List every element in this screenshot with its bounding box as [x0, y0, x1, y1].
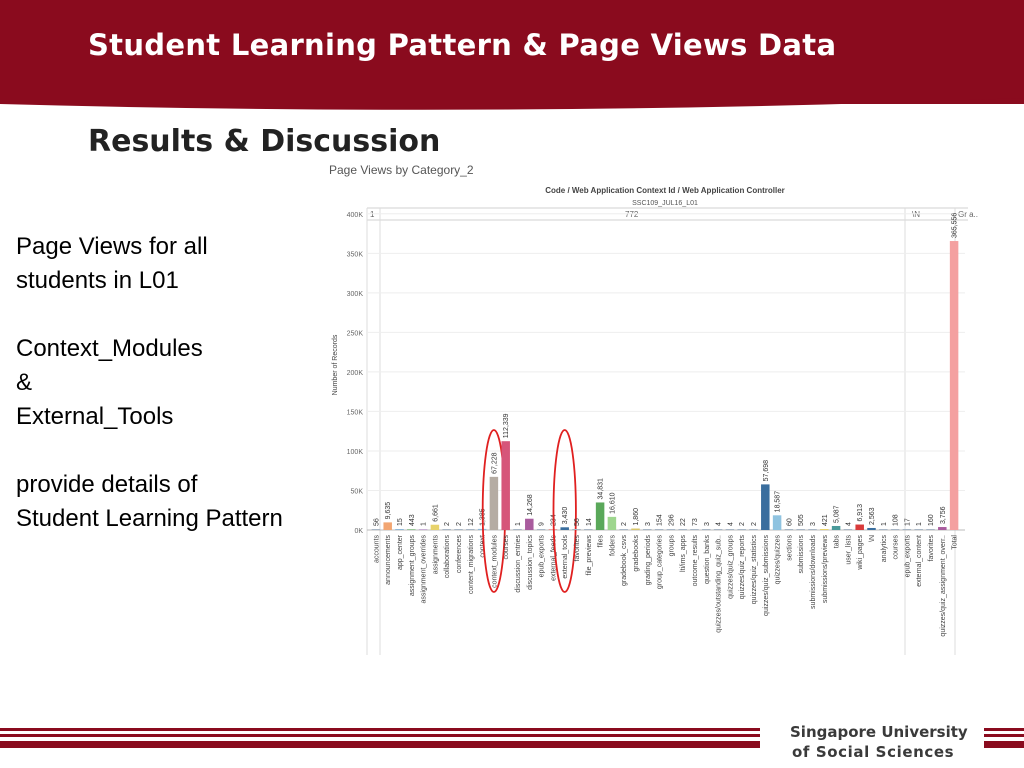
side-text-line: Page Views for all: [16, 233, 208, 260]
side-text-line: provide details of: [16, 471, 198, 498]
x-tick-label: groups: [668, 535, 676, 557]
bar-chart: [325, 160, 979, 660]
bar: [419, 529, 427, 530]
x-tick-label: grading_periods: [644, 535, 652, 586]
bar: [667, 529, 675, 530]
x-tick-label: gradebooks: [633, 535, 640, 572]
panel-label: 772: [625, 210, 639, 219]
bar: [466, 529, 474, 530]
bar-value-label: 2,563: [869, 507, 876, 525]
bar-value-label: 4: [727, 522, 735, 526]
panel-label: 1: [370, 210, 375, 219]
x-tick-label: group_categories: [656, 535, 664, 590]
bar: [525, 519, 533, 530]
x-tick-label: assignment_overrides: [420, 535, 428, 604]
bar-value-label: 57,698: [762, 459, 770, 482]
y-tick-label: 300K: [346, 290, 363, 298]
x-tick-label: gradebook_csvs: [621, 535, 629, 586]
bar: [867, 528, 875, 530]
x-tick-label: sections: [786, 535, 794, 561]
bar-value-label: 73: [692, 518, 699, 526]
bar-value-label: 15: [397, 518, 404, 526]
bar-value-label: 60: [786, 518, 794, 526]
y-tick-label: 50K: [350, 488, 363, 496]
side-text: [16, 230, 336, 536]
bar: [372, 529, 380, 530]
bar-value-label: 112,339: [503, 413, 511, 439]
side-text-line: Student Learning Pattern: [16, 505, 283, 532]
bar: [785, 529, 793, 530]
bar-value-label: 365,556: [951, 212, 959, 239]
x-tick-label: analytics: [880, 535, 888, 563]
bar: [560, 527, 568, 530]
bar-value-label: 14,268: [526, 494, 534, 516]
x-tick-label: quizzes/outstanding_quiz_sub..: [715, 535, 723, 633]
bar: [726, 529, 734, 530]
bar-value-label: 296: [668, 514, 676, 526]
x-tick-label: quizzes/quiz_statistics: [751, 535, 758, 605]
side-text-line: students in L01: [16, 267, 179, 294]
university-logo: [790, 722, 968, 762]
bar-value-label: 18,587: [774, 490, 782, 513]
bar: [820, 529, 828, 530]
x-tick-label: \N: [869, 535, 876, 542]
x-tick-label: external_feeds: [550, 535, 558, 581]
bar-value-label: 1,860: [633, 507, 640, 526]
x-tick-label: epub_exports: [904, 535, 912, 578]
bar: [572, 529, 580, 530]
chart-title: Page Views by Category_2: [329, 163, 474, 177]
bar-value-label: 4: [845, 522, 853, 526]
bar-value-label: 3,430: [562, 506, 570, 525]
bar: [501, 441, 509, 530]
x-tick-label: quizzes/quiz_submissions: [762, 535, 770, 616]
bar: [950, 241, 958, 530]
bar: [761, 484, 769, 530]
bar-value-label: 22: [680, 518, 688, 526]
x-tick-label: collaborations: [444, 535, 452, 579]
y-tick-label: 200K: [346, 369, 363, 377]
bar-value-label: 16,610: [609, 492, 617, 514]
panel-label: Gr a..: [958, 210, 979, 219]
x-tick-label: submissions/previews: [821, 535, 829, 604]
bar: [678, 529, 686, 530]
x-tick-label: epub_exports: [538, 535, 546, 578]
slide-title: Student Learning Pattern & Page Views Data: [88, 28, 837, 62]
bar: [926, 529, 934, 530]
bar: [832, 526, 840, 530]
bar-value-label: 1,385: [479, 508, 487, 526]
slide-subtitle: Results & Discussion: [88, 124, 441, 159]
bar-value-label: 2: [444, 522, 452, 526]
x-tick-label: accounts: [373, 535, 381, 564]
bar-value-label: 34,831: [597, 478, 605, 500]
bar-value-label: 14: [585, 518, 593, 526]
bar-value-label: 443: [408, 514, 416, 526]
x-tick-label: user_lists: [845, 535, 853, 565]
bar: [714, 529, 722, 530]
x-tick-label: outcome_results: [692, 535, 699, 587]
x-tick-label: submissions: [798, 535, 806, 574]
y-tick-label: 250K: [346, 330, 363, 338]
bar-value-label: 5,087: [833, 505, 841, 523]
bar: [690, 529, 698, 530]
x-tick-label: announcements: [385, 535, 393, 585]
bar: [749, 529, 757, 530]
x-tick-label: assignments: [432, 535, 440, 575]
bar-value-label: 2: [739, 522, 747, 526]
y-tick-label: 150K: [346, 409, 363, 417]
side-text-line: Context_Modules: [16, 335, 203, 362]
bar-value-label: 154: [656, 514, 664, 526]
bar-value-label: 1: [880, 522, 888, 526]
bar-value-label: 4: [715, 522, 723, 526]
side-text-line: [16, 298, 336, 332]
bar: [655, 529, 663, 530]
bar-value-label: 1: [515, 522, 522, 526]
bar: [584, 529, 592, 530]
bar-value-label: 1: [420, 522, 428, 526]
x-tick-label: tabs: [833, 535, 841, 549]
x-tick-label: Total: [951, 535, 959, 550]
bar: [407, 529, 415, 530]
x-tick-label: discussion_topics: [526, 535, 534, 590]
x-tick-label: courses: [892, 535, 900, 560]
bar: [844, 529, 852, 530]
bar: [608, 517, 616, 530]
chart-header-line-2: SSC109_JUL16_L01: [632, 200, 698, 207]
x-tick-label: quizzes/quiz_assignment_overr..: [939, 535, 947, 637]
panel-label: \N: [912, 210, 920, 219]
x-tick-label: assignment_groups: [408, 535, 416, 597]
bar-value-label: 12: [467, 518, 475, 526]
x-tick-label: discussion_entries: [515, 535, 522, 593]
bar-value-label: 3: [703, 522, 711, 526]
x-tick-label: favorites: [928, 535, 935, 562]
bar: [454, 529, 462, 530]
bar-value-label: 3,756: [939, 506, 947, 525]
side-text-line: &: [16, 369, 33, 396]
bar: [773, 515, 781, 530]
bar-value-label: 2: [751, 522, 758, 526]
x-tick-label: lti/ims_apps: [680, 535, 688, 572]
bar-value-label: 234: [550, 514, 558, 526]
bar-value-label: 56: [574, 518, 581, 526]
bar-value-label: 2: [621, 522, 629, 526]
logo-line-2: of Social Sciences: [792, 743, 955, 761]
bar: [914, 529, 922, 530]
bar: [596, 502, 604, 530]
bar-value-label: 9: [538, 522, 546, 526]
x-tick-label: content_migrations: [467, 535, 475, 595]
chart-header-line-1: Code / Web Application Context Id / Web Application Controller: [545, 186, 785, 195]
bar-value-label: 108: [892, 514, 900, 526]
x-tick-label: file_previews: [585, 535, 593, 576]
bar: [490, 477, 498, 530]
bar: [537, 529, 545, 530]
bar-value-label: 505: [798, 514, 806, 526]
bar: [513, 529, 521, 530]
x-tick-label: context: [479, 535, 487, 558]
bar: [808, 529, 816, 530]
bar-value-label: 3: [810, 522, 817, 526]
bar-value-label: 2: [456, 522, 463, 526]
bar-value-label: 17: [904, 518, 912, 526]
x-tick-label: quizzes/quiz_reports: [739, 535, 747, 600]
y-tick-label: 100K: [346, 448, 363, 456]
x-tick-label: app_center: [397, 535, 404, 571]
x-tick-label: question_banks: [703, 535, 711, 585]
x-tick-label: favorites: [574, 535, 581, 562]
bar-value-label: 6,661: [432, 504, 440, 522]
bar: [796, 529, 804, 530]
side-text-line: External_Tools: [16, 403, 174, 430]
bar-value-label: 1: [916, 522, 924, 526]
bar-value-label: 67,228: [491, 452, 499, 474]
bar-value-label: 6,913: [857, 504, 865, 522]
x-tick-label: quizzes/quiz_groups: [727, 535, 735, 599]
bar: [938, 527, 946, 530]
side-text-line: [16, 434, 336, 468]
bar: [855, 525, 863, 530]
bar: [631, 529, 639, 530]
bar: [737, 529, 745, 530]
x-tick-label: quizzes/quizzes: [774, 535, 782, 585]
y-tick-label: 400K: [346, 211, 363, 219]
bar: [891, 529, 899, 530]
bar: [619, 529, 627, 530]
bar: [879, 529, 887, 530]
x-tick-label: context_modules: [491, 535, 499, 588]
y-tick-label: 0K: [354, 528, 363, 535]
bar: [643, 529, 651, 530]
x-tick-label: courses: [503, 535, 511, 560]
bar: [702, 529, 710, 530]
chart-container: [325, 160, 979, 660]
bar: [903, 529, 911, 530]
x-tick-label: folders: [609, 535, 617, 557]
x-tick-label: external_content: [916, 535, 924, 587]
bar-value-label: 3: [644, 522, 652, 526]
logo-line-1: Singapore University: [790, 723, 968, 741]
bar: [442, 529, 450, 530]
y-tick-label: 350K: [346, 251, 363, 259]
bar: [383, 522, 391, 530]
x-tick-label: conferences: [456, 535, 463, 574]
bar-value-label: 56: [373, 518, 381, 526]
x-tick-label: files: [597, 535, 605, 548]
bar-value-label: 9,635: [385, 501, 393, 520]
bar: [395, 529, 403, 530]
y-axis-label: Number of Records: [332, 334, 339, 396]
bar-value-label: 160: [928, 514, 935, 526]
bar: [431, 525, 439, 530]
bar-value-label: 421: [821, 514, 829, 526]
x-tick-label: wiki_pages: [857, 535, 865, 570]
x-tick-label: submissions/downloads: [810, 535, 817, 609]
x-tick-label: external_tools: [562, 535, 570, 579]
header-curve: [0, 92, 1024, 112]
